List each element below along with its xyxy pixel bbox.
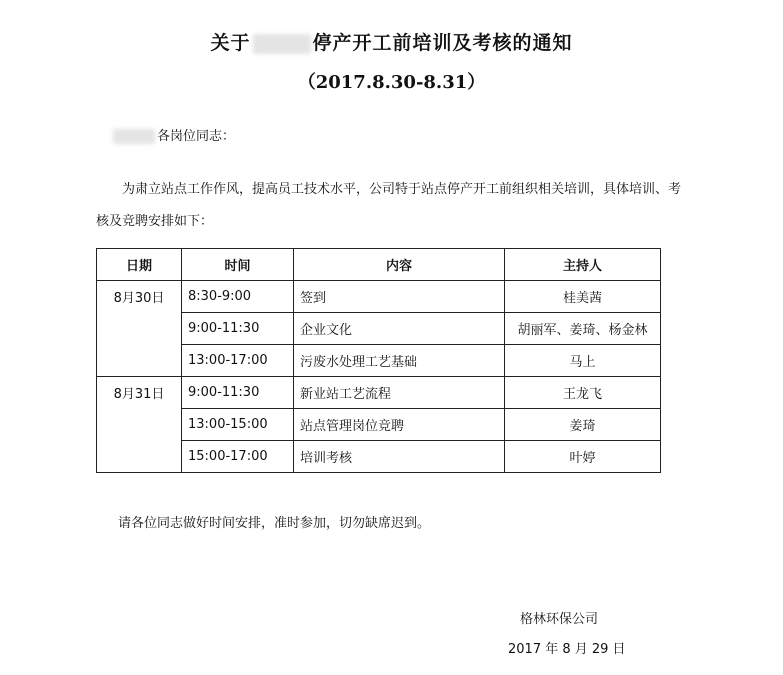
signature-company: 格林环保公司 — [520, 612, 599, 627]
redacted-org-name — [253, 34, 311, 54]
title-prefix: 关于 — [210, 32, 251, 54]
table-row — [97, 345, 661, 377]
date-range-subtitle: （2017.8.30-8.31） — [297, 72, 486, 93]
header-host: 主持人 — [505, 249, 661, 281]
table-row — [97, 313, 661, 345]
table-row — [97, 377, 661, 409]
signature-date: 2017 年 8 月 29 日 — [508, 642, 626, 657]
host-cell: 姜琦 — [505, 409, 661, 441]
content-cell: 站点管理岗位竞聘 — [294, 409, 505, 441]
time-cell: 9:00-11:30 — [182, 377, 294, 409]
page-title — [0, 28, 783, 55]
table-header-row — [97, 249, 661, 281]
table-row — [97, 409, 661, 441]
time-cell: 9:00-11:30 — [182, 313, 294, 345]
title-suffix: 停产开工前培训及考核的通知 — [312, 32, 573, 54]
closing-note: 请各位同志做好时间安排，准时参加，切勿缺席迟到。 — [118, 516, 431, 531]
table-row — [97, 281, 661, 313]
table-row — [97, 441, 661, 473]
date-cell: 8月31日 — [97, 377, 182, 473]
redacted-recipient — [113, 129, 155, 144]
host-cell: 胡丽军、姜琦、杨金林 — [505, 313, 661, 345]
time-cell: 15:00-17:00 — [182, 441, 294, 473]
header-time: 时间 — [182, 249, 294, 281]
header-date: 日期 — [97, 249, 182, 281]
schedule-table — [96, 248, 661, 473]
content-cell: 签到 — [294, 281, 505, 313]
time-cell: 13:00-17:00 — [182, 345, 294, 377]
content-cell: 新业站工艺流程 — [294, 377, 505, 409]
greeting — [113, 125, 235, 144]
intro-paragraph: 为肃立站点工作作风，提高员工技术水平，公司特于站点停产开工前组织相关培训，具体培训、考核及竞聘安排如下： — [96, 182, 682, 229]
date-cell: 8月30日 — [97, 281, 182, 377]
greeting-text: 各岗位同志： — [157, 129, 236, 144]
content-cell: 企业文化 — [294, 313, 505, 345]
host-cell: 桂美茜 — [505, 281, 661, 313]
host-cell: 马上 — [505, 345, 661, 377]
host-cell: 叶婷 — [505, 441, 661, 473]
time-cell: 13:00-15:00 — [182, 409, 294, 441]
content-cell: 污废水处理工艺基础 — [294, 345, 505, 377]
header-content: 内容 — [294, 249, 505, 281]
host-cell: 王龙飞 — [505, 377, 661, 409]
content-cell: 培训考核 — [294, 441, 505, 473]
time-cell: 8:30-9:00 — [182, 281, 294, 313]
